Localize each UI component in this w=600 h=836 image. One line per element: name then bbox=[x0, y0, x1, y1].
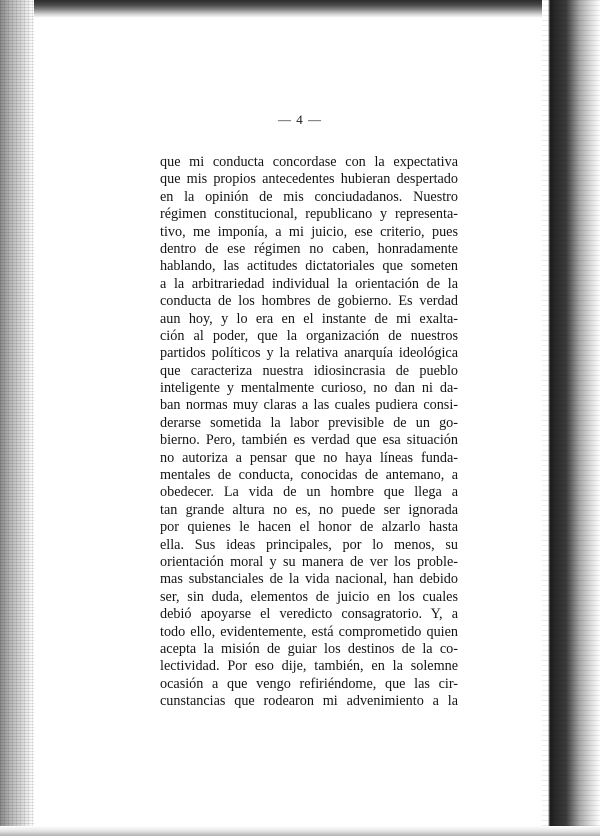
text-line: a la arbitrariedad individual la orientación de la bbox=[160, 275, 458, 292]
text-line: bierno. Pero, también es verdad que esa situación bbox=[160, 432, 458, 449]
text-line: cunstancias que rodearon mi advenimiento a la bbox=[160, 693, 458, 710]
text-line: hablando, las actitudes dictatoriales que someten bbox=[160, 258, 458, 275]
text-line: orientación moral y su manera de ver los proble- bbox=[160, 553, 458, 570]
text-line: aun hoy, y lo era en el instante de mi exalta- bbox=[160, 310, 458, 327]
text-line: todo ello, evidentemente, está comprometido quien bbox=[160, 623, 458, 640]
top-scan-shadow bbox=[0, 0, 600, 18]
page-number: — 4 — bbox=[278, 112, 322, 127]
body-text bbox=[160, 154, 458, 711]
text-line: que mi conducta concordase con la expectativa bbox=[160, 154, 458, 170]
text-line: tivo, me imponía, a mi juicio, ese criterio, pues bbox=[160, 223, 458, 240]
text-line: tan grande altura no es, no puede ser ignorada bbox=[160, 501, 458, 518]
text-line: debió apoyarse el veredicto consagratorio. Y, a bbox=[160, 606, 458, 623]
text-line: que mis propios antecedentes hubieran despertado bbox=[160, 171, 458, 188]
text-line: mentales de conducta, conocidas de antemano, a bbox=[160, 467, 458, 484]
text-line: mas substanciales de la vida nacional, han debido bbox=[160, 571, 458, 588]
text-line: que caracteriza nuestra idiosincrasia de pueblo bbox=[160, 362, 458, 379]
text-line: inteligente y mentalmente curioso, no dan ni da- bbox=[160, 380, 458, 397]
text-line: ban normas muy claras a las cuales pudiera consi- bbox=[160, 397, 458, 414]
text-line: derarse sometida la labor previsible de un go- bbox=[160, 414, 458, 431]
text-line: conducta de los hombres de gobierno. Es verdad bbox=[160, 293, 458, 310]
text-line: lectividad. Por eso dije, también, en la solemne bbox=[160, 658, 458, 675]
text-line: partidos políticos y la relativa anarquía ideológica bbox=[160, 345, 458, 362]
text-line: dentro de ese régimen no caben, honradamente bbox=[160, 240, 458, 257]
text-line: acepta la misión de guiar los destinos de la co- bbox=[160, 640, 458, 657]
text-line: régimen constitucional, republicano y representa- bbox=[160, 206, 458, 223]
bottom-scan-edge bbox=[0, 826, 600, 836]
text-line: ción al poder, que la organización de nuestros bbox=[160, 327, 458, 344]
text-line: obedecer. La vida de un hombre que llega a bbox=[160, 484, 458, 501]
text-line: en la opinión de mis conciudadanos. Nuestro bbox=[160, 188, 458, 205]
text-line: ella. Sus ideas principales, por lo menos, su bbox=[160, 536, 458, 553]
text-line: por quienes le hacen el honor de alzarlo hasta bbox=[160, 519, 458, 536]
text-line: no autoriza a pensar que no haya líneas funda- bbox=[160, 449, 458, 466]
text-line: ser, sin duda, elementos de juicio en los cuales bbox=[160, 588, 458, 605]
text-line: ocasión a que vengo refiriéndome, que las cir- bbox=[160, 675, 458, 692]
